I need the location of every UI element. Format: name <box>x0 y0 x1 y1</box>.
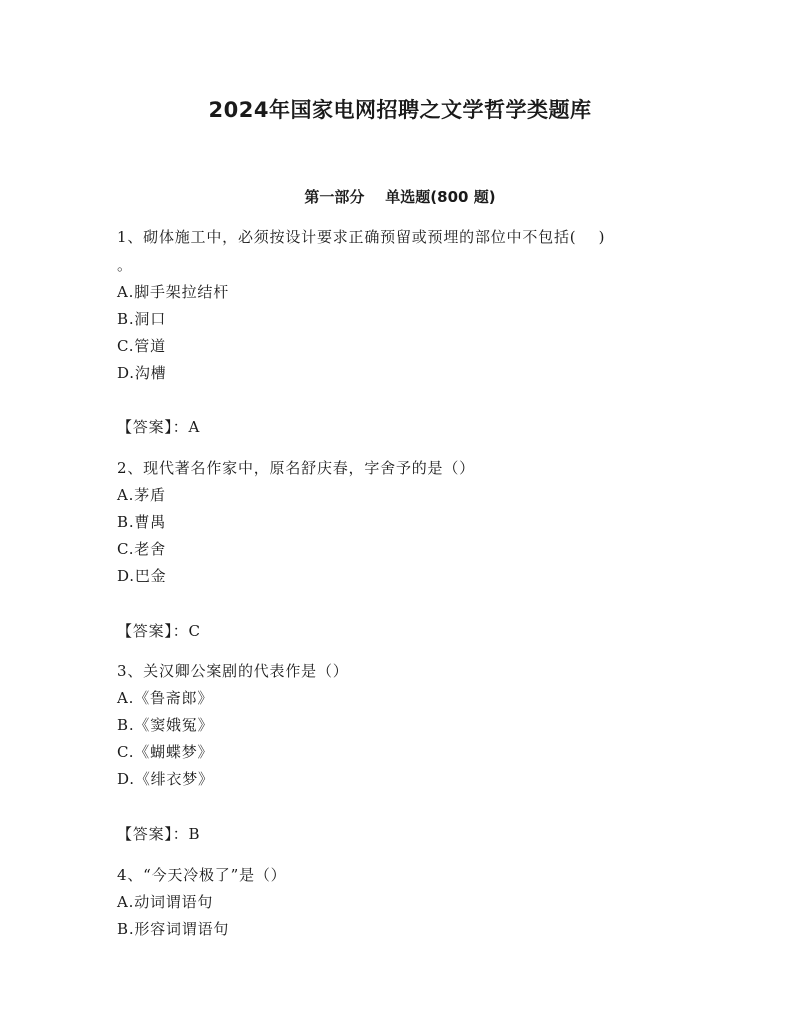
question-3-answer: 【答案】：B <box>117 825 201 843</box>
question-2-stem: 2、现代著名作家中，原名舒庆春，字舍予的是（） <box>117 459 475 477</box>
question-1-option-d: D.沟槽 <box>117 364 167 382</box>
question-3-option-d: D.《绯衣梦》 <box>117 770 214 788</box>
question-1-option-a: A.脚手架拉结杆 <box>117 283 230 301</box>
question-4-stem: 4、“今天冷极了”是（） <box>117 866 287 884</box>
question-3-option-b: B.《窦娥冤》 <box>117 716 214 734</box>
question-2-option-c: C.老舍 <box>117 540 166 558</box>
document-title: 2024年国家电网招聘之文学哲学类题库 <box>208 98 592 122</box>
question-2-option-a: A.茅盾 <box>117 486 166 504</box>
question-1-option-b: B.洞口 <box>117 310 166 328</box>
question-4-option-b: B.形容词谓语句 <box>117 920 230 938</box>
question-3-option-c: C.《蝴蝶梦》 <box>117 743 214 761</box>
question-2-answer: 【答案】：C <box>117 622 201 640</box>
question-4-option-a: A.动词谓语句 <box>117 893 214 911</box>
question-1-answer: 【答案】：A <box>117 418 201 436</box>
question-2-option-b: B.曹禺 <box>117 513 166 531</box>
question-2-option-d: D.巴金 <box>117 567 167 585</box>
question-1-option-c: C.管道 <box>117 337 166 355</box>
question-3-option-a: A.《鲁斋郎》 <box>117 689 214 707</box>
question-1-stem-continuation: 。 <box>117 256 133 274</box>
section-heading: 第一部分 单选题(800 题) <box>304 188 496 206</box>
question-3-stem: 3、关汉卿公案剧的代表作是（） <box>117 662 349 680</box>
question-1-stem: 1、砌体施工中，必须按设计要求正确预留或预埋的部位中不包括( ) <box>117 228 606 246</box>
